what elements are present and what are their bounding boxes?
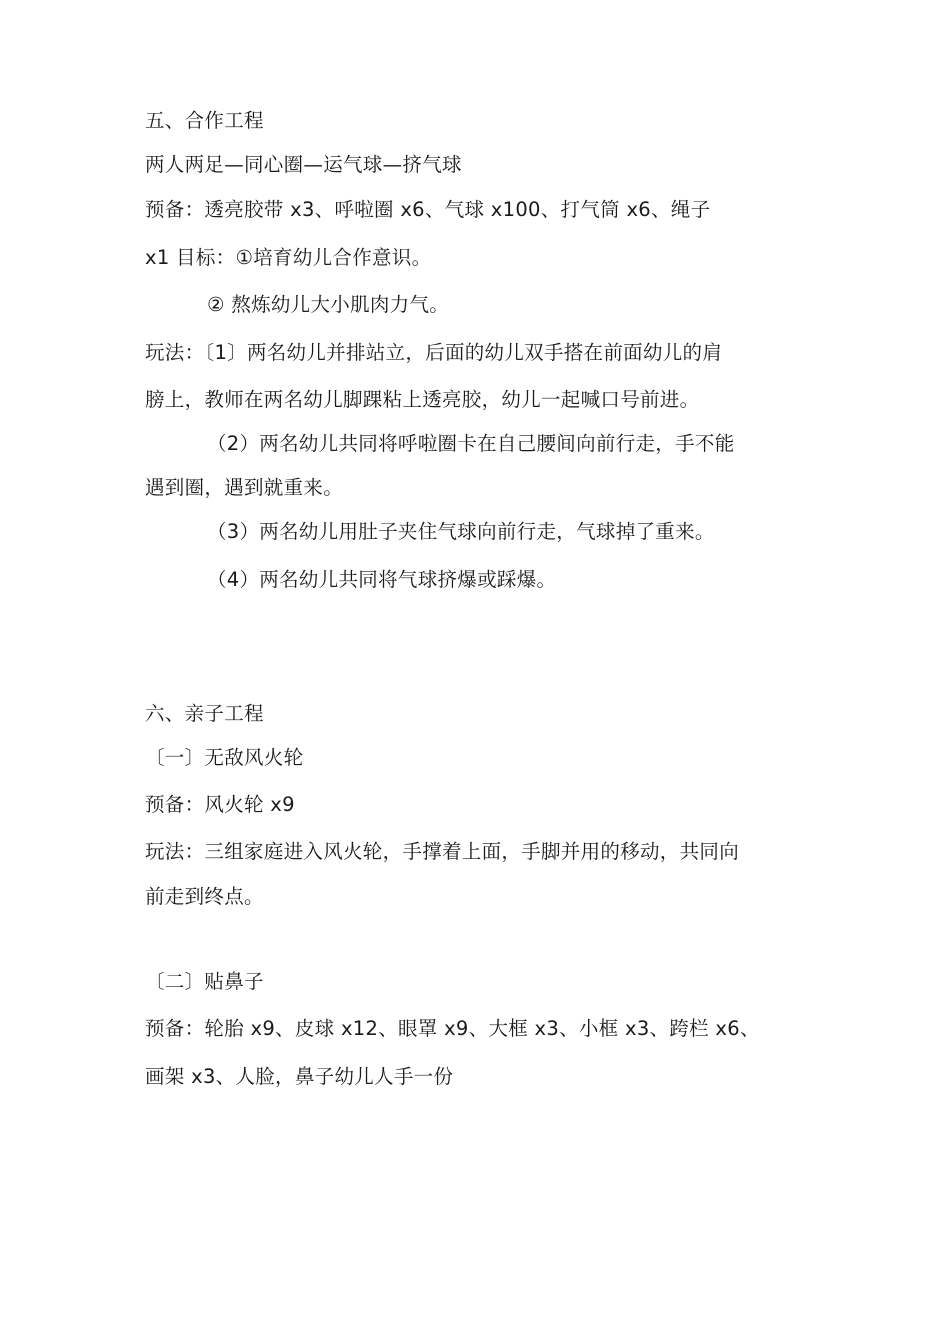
cooperation-goal-2: ② 熬炼幼儿大小肌肉力气。 — [207, 293, 450, 316]
game-2-prep-line-1: 预备：轮胎 x9、皮球 x12、眼罩 x9、大框 x3、小框 x3、跨栏 x6、 — [145, 1017, 760, 1040]
game-1-title: 〔一〕无敌风火轮 — [145, 746, 304, 769]
cooperation-prep-line-1: 预备：透亮胶带 x3、呼啦圈 x6、气球 x100、打气筒 x6、绳子 — [145, 198, 711, 221]
cooperation-play-1-line-1: 玩法：〔1〕两名幼儿并排站立，后面的幼儿双手搭在前面幼儿的肩 — [145, 341, 723, 364]
cooperation-play-3: （3）两名幼儿用肚子夹住气球向前行走，气球掉了重来。 — [207, 520, 715, 543]
section-heading-parent-child: 六、亲子工程 — [145, 702, 264, 725]
cooperation-play-4: （4）两名幼儿共同将气球挤爆或踩爆。 — [207, 568, 557, 591]
cooperation-play-2-line-2: 遇到圈，遇到就重来。 — [145, 476, 344, 499]
game-2-prep-line-2: 画架 x3、人脸，鼻子幼儿人手一份 — [145, 1065, 454, 1088]
cooperation-subtitle: 两人两足—同心圈—运气球—挤气球 — [145, 153, 462, 176]
section-heading-cooperation: 五、合作工程 — [145, 109, 264, 132]
cooperation-play-2-line-1: （2）两名幼儿共同将呼啦圈卡在自己腰间向前行走，手不能 — [207, 432, 735, 455]
game-1-play-line-2: 前走到终点。 — [145, 885, 264, 908]
cooperation-play-1-line-2: 膀上，教师在两名幼儿脚踝粘上透亮胶，幼儿一起喊口号前进。 — [145, 388, 700, 411]
cooperation-prep-line-2: x1 目标：①培育幼儿合作意识。 — [145, 246, 432, 269]
game-2-title: 〔二〕贴鼻子 — [145, 970, 264, 993]
game-1-prep: 预备：风火轮 x9 — [145, 793, 295, 816]
game-1-play-line-1: 玩法：三组家庭进入风火轮，手撑着上面，手脚并用的移动，共同向 — [145, 840, 740, 863]
